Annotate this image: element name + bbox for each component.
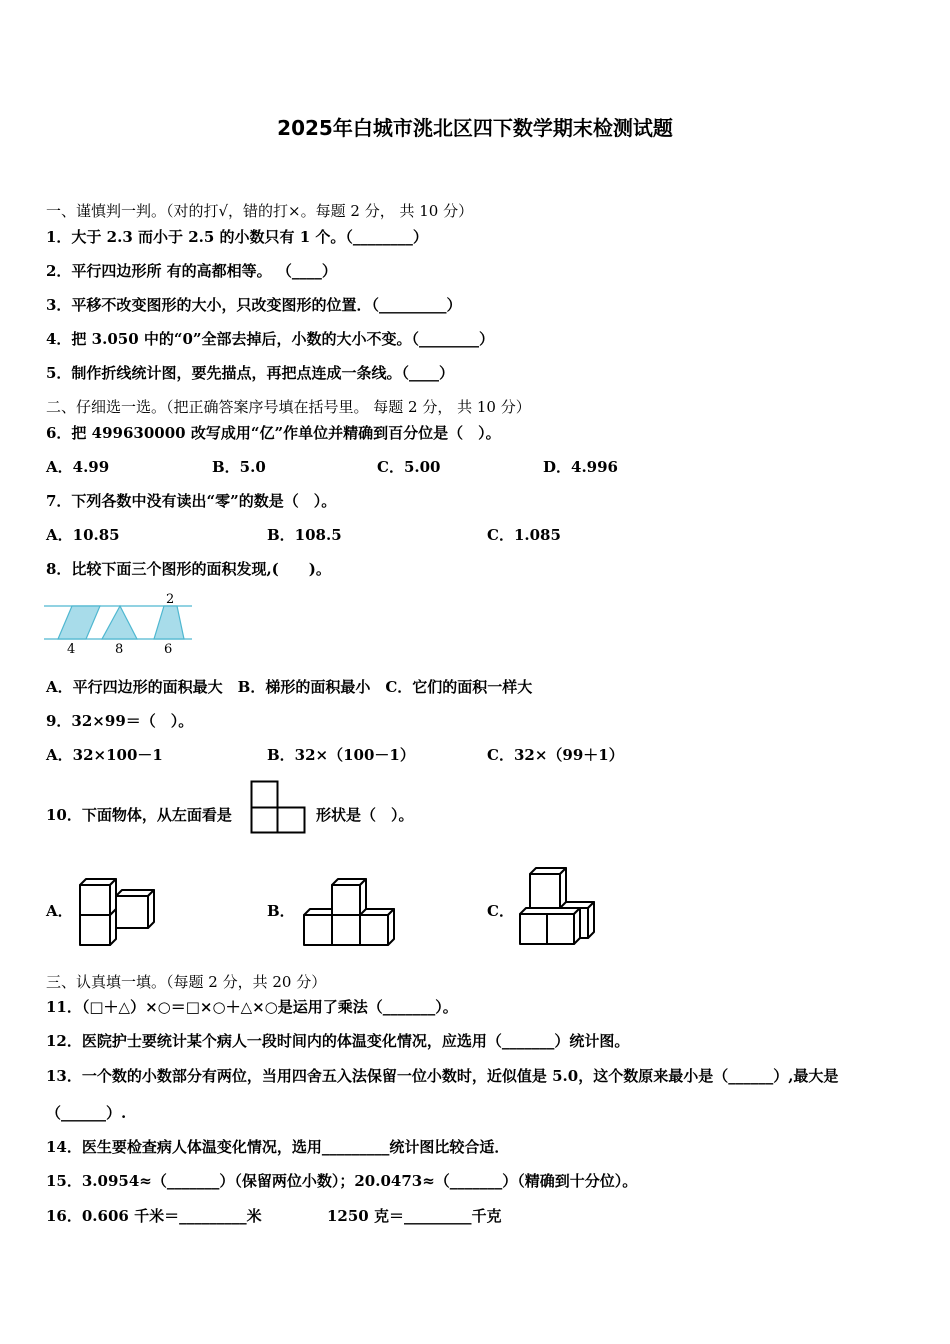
q9-option-b: B．32×（100－1） [267, 746, 415, 764]
label-trapezoid-base: 6 [164, 642, 173, 657]
question-12: 12．医院护士要统计某个病人一段时间内的体温变化情况，应选用（_______）统计图。 [46, 1032, 630, 1050]
question-13-continued: （______）. [46, 1104, 127, 1122]
q7-option-a: A．10.85 [46, 526, 120, 544]
question-2: 2．平行四边形所 有的高都相等。 （____） [46, 262, 337, 280]
q8-options: A．平行四边形的面积最大 B．梯形的面积最小 C．它们的面积一样大 [46, 678, 533, 696]
q10-left-view-figure [250, 780, 306, 834]
question-9: 9．32×99＝（ ）。 [46, 712, 194, 730]
page-title: 2025年白城市洮北区四下数学期末检测试题 [277, 116, 673, 140]
question-5: 5．制作折线统计图，要先描点，再把点连成一条线。（____） [46, 364, 454, 382]
question-10-prefix: 10．下面物体，从左面看是 [46, 806, 232, 824]
label-parallelogram-base: 4 [67, 642, 76, 657]
q10-option-b-cubes [302, 876, 400, 946]
section2-heading: 二、仔细选一选。（把正确答案序号填在括号里。 每题 2 分， 共 10 分） [46, 398, 531, 416]
question-16-part-a: 16．0.606 千米＝_________米 [46, 1207, 262, 1225]
question-13: 13．一个数的小数部分有两位，当用四舍五入法保留一位小数时，近似值是 5.0，这个数原来最小是（______）,最大是 [46, 1067, 839, 1085]
question-1: 1．大于 2.3 而小于 2.5 的小数只有 1 个。（________） [46, 228, 428, 246]
q6-option-a: A．4.99 [46, 458, 110, 476]
question-16-part-b: 1250 克＝_________千克 [327, 1207, 502, 1225]
question-4: 4．把 3.050 中的“0”全部去掉后，小数的大小不变。（________） [46, 330, 495, 348]
label-top: 2 [166, 592, 175, 607]
q7-option-b: B．108.5 [267, 526, 342, 544]
triangle-shape [102, 606, 137, 639]
section3-heading: 三、认真填一填。（每题 2 分，共 20 分） [46, 973, 327, 991]
q10-option-a-cubes [78, 876, 156, 946]
section1-heading: 一、谨慎判一判。（对的打√，错的打×。每题 2 分， 共 10 分） [46, 202, 474, 220]
q8-shapes-figure [44, 590, 196, 656]
question-3: 3．平移不改变图形的大小，只改变图形的位置．（_________） [46, 296, 462, 314]
question-8: 8．比较下面三个图形的面积发现,( )。 [46, 560, 331, 578]
question-14: 14．医生要检查病人体温变化情况，选用_________统计图比较合适． [46, 1138, 510, 1156]
q6-option-c: C．5.00 [377, 458, 441, 476]
q6-option-b: B．5.0 [212, 458, 266, 476]
q9-option-a: A．32×100－1 [46, 746, 163, 764]
q10-option-c-cubes [518, 866, 598, 946]
question-10-suffix: 形状是（ ）。 [316, 806, 414, 824]
q6-option-d: D．4.996 [543, 458, 618, 476]
q10-option-c: C． [487, 902, 514, 920]
question-11: 11．（□＋△）×○＝□×○＋△×○是运用了乘法（_______）。 [46, 998, 458, 1016]
label-triangle-base: 8 [115, 642, 124, 657]
question-15: 15．3.0954≈（_______）（保留两位小数）；20.0473≈（_______）（精确到十分位）。 [46, 1172, 638, 1190]
q10-option-a: A． [46, 902, 73, 920]
q9-option-c: C．32×（99＋1） [487, 746, 624, 764]
parallelogram-shape [58, 606, 100, 639]
q7-option-c: C．1.085 [487, 526, 561, 544]
question-7: 7．下列各数中没有读出“零”的数是（ ）。 [46, 492, 337, 510]
trapezoid-shape [154, 606, 184, 639]
question-6: 6．把 499630000 改写成用“亿”作单位并精确到百分位是（ ）。 [46, 424, 501, 442]
q10-option-b: B． [267, 902, 295, 920]
